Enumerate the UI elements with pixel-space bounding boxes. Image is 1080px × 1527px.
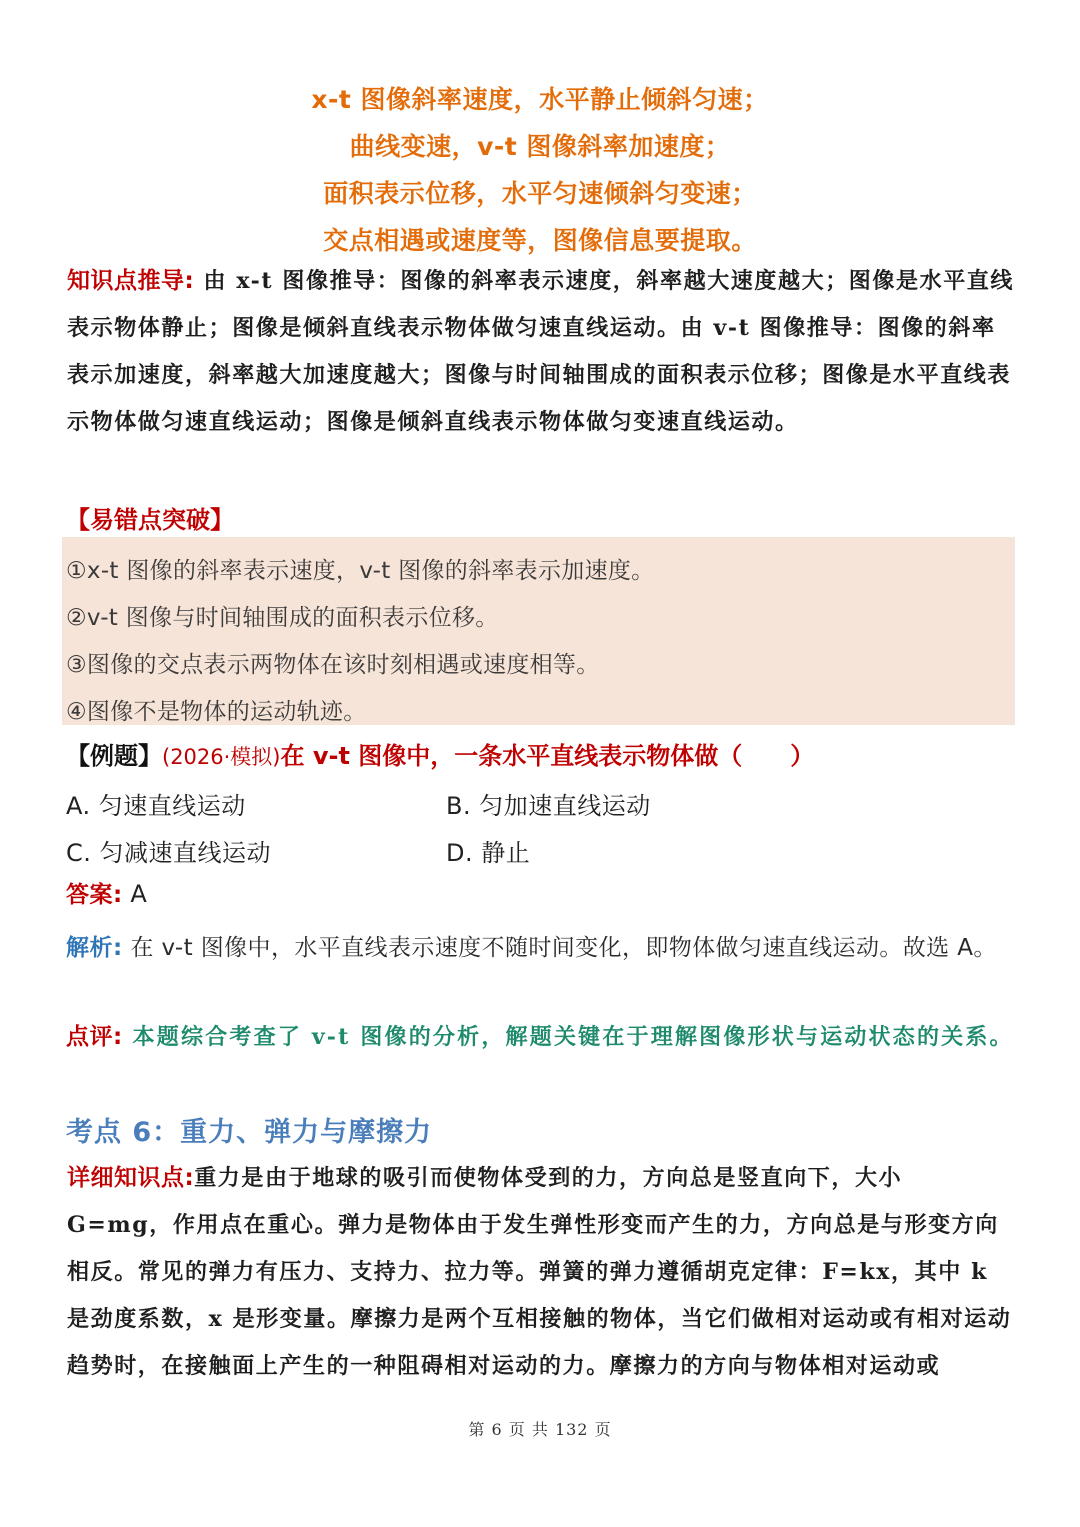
answer-label: 答案: (66, 882, 123, 908)
comment-label: 点评: (66, 1024, 123, 1050)
error-point-1: ①x-t 图像的斜率表示速度，v-t 图像的斜率表示加速度。 (66, 558, 655, 584)
answer-line (66, 876, 147, 909)
option-b: B. 匀加速直线运动 (446, 792, 651, 820)
example-tag: 【例题】 (66, 742, 162, 770)
error-point-3: ③图像的交点表示两物体在该时刻相遇或速度相等。 (66, 652, 600, 678)
knowledge-paragraph (67, 258, 1017, 446)
mnemonic-line-2: 曲线变速，v-t 图像斜率加速度； (349, 132, 731, 161)
option-a: A. 匀速直线运动 (66, 792, 246, 820)
detail-text: 重力是由于地球的吸引而使物体受到的力，方向总是竖直向下，大小 G=mg，作用点在重心。弹力是物体由于发生弹性形变而产生的力，方向总是与形变方向相反。常见的弹力有压力、支持力、拉力等。弹簧的弹力遵循胡克定律：F=kx，其中 k 是劲度系数，x 是形变量。摩擦力是两个互相接触的物体，当它们做相对运动或有相对运动趋势时，在接触面上产生的一种阻碍相对运动的力。摩擦力的方向与物体相对运动或 (67, 1165, 1012, 1379)
comment-paragraph (66, 1014, 1021, 1060)
example-question-text: 在 v-t 图像中，一条水平直线表示物体做（ ） (280, 742, 815, 770)
analysis-label: 解析: (66, 935, 123, 961)
example-source: (2026·模拟) (162, 745, 281, 769)
mnemonic-line-3: 面积表示位移，水平匀速倾斜匀变速； (323, 179, 757, 208)
option-d: D. 静止 (446, 839, 531, 867)
analysis-paragraph (66, 925, 1021, 971)
comment-text: 本题综合考查了 v-t 图像的分析，解题关键在于理解图像形状与运动状态的关系。 (122, 1024, 1014, 1050)
mnemonic-line-4: 交点相遇或速度等，图像信息要提取。 (323, 226, 757, 255)
answer-value: A (122, 880, 147, 908)
example-question (66, 736, 814, 771)
mnemonic-line-1: x-t 图像斜率速度，水平静止倾斜匀速； (311, 85, 769, 114)
option-c: C. 匀减速直线运动 (66, 839, 272, 867)
error-point-2: ②v-t 图像与时间轴围成的面积表示位移。 (66, 605, 499, 631)
detail-label: 详细知识点: (67, 1165, 195, 1191)
knowledge-label: 知识点推导: (67, 268, 195, 294)
error-points-title: 【易错点突破】 (66, 506, 234, 534)
detail-paragraph (67, 1155, 1017, 1390)
page-footer: 第 6 页 共 132 页 (468, 1420, 612, 1439)
knowledge-text: 由 x-t 图像推导：图像的斜率表示速度，斜率越大速度越大；图像是水平直线表示物体静止；图像是倾斜直线表示物体做匀速直线运动。由 v-t 图像推导：图像的斜率表示加速度，斜率越大加速度越大；图像与时间轴围成的面积表示位移；图像是水平直线表示物体做匀速直线运动；图像是倾斜直线表示物体做匀变速直线运动。 (67, 268, 1015, 435)
error-point-4: ④图像不是物体的运动轨迹。 (66, 699, 367, 725)
analysis-text: 在 v-t 图像中，水平直线表示速度不随时间变化，即物体做匀速直线运动。故选 A。 (122, 935, 997, 961)
section-heading: 考点 6：重力、弹力与摩擦力 (66, 1117, 433, 1148)
